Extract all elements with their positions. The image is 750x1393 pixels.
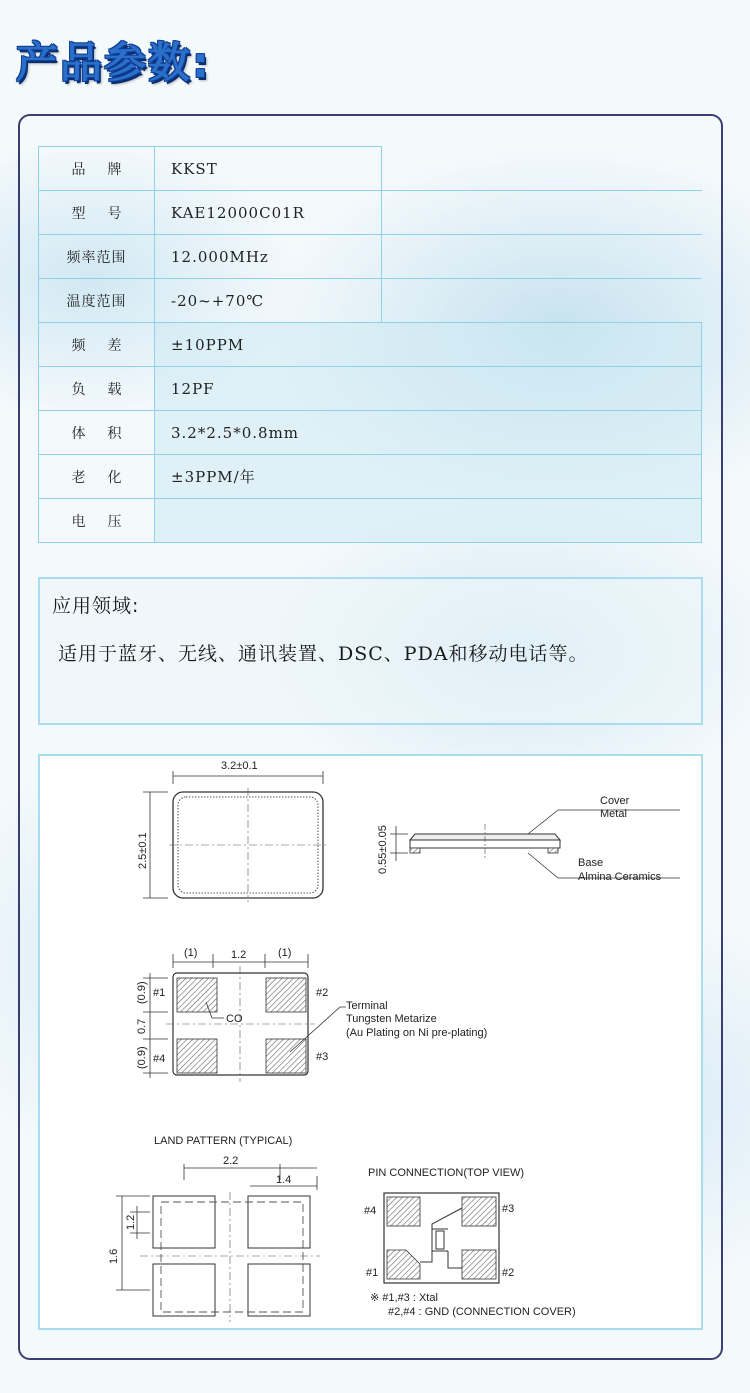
pin-label-4: #4 <box>153 1053 166 1065</box>
label-terminal: Terminal <box>346 1000 388 1012</box>
dim-pad-pitch: 1.2 <box>231 949 247 961</box>
table-row <box>39 147 702 191</box>
spec-value: KKST <box>155 147 382 191</box>
label-metal: Metal <box>600 808 627 820</box>
pin-note-1: ※ #1,#3 : Xtal <box>370 1292 438 1304</box>
label-cover: Cover <box>600 795 630 807</box>
pin-conn-1: #1 <box>366 1267 379 1279</box>
dim-height: 2.5±0.1 <box>137 832 149 869</box>
spec-value: KAE12000C01R <box>155 191 382 235</box>
pin-conn-2: #2 <box>502 1267 515 1279</box>
dimension-drawing <box>38 754 703 1330</box>
side-view <box>377 795 680 883</box>
spec-label: 电压 <box>39 499 155 543</box>
dim-pad-gap-left: (1) <box>184 947 198 959</box>
pin-label-2: #2 <box>316 987 329 999</box>
table-row <box>39 279 702 323</box>
application-text: 适用于蓝牙、无线、通讯装置、DSC、PDA和移动电话等。 <box>58 643 589 665</box>
pin-note-2: #2,#4 : GND (CONNECTION COVER) <box>388 1306 576 1318</box>
application-title: 应用领域: <box>52 595 140 617</box>
dim-pad-space: 0.7 <box>136 1018 148 1034</box>
dim-land-pitch-v: 1.6 <box>108 1248 120 1264</box>
spec-label: 温度范围 <box>39 279 155 323</box>
dim-pad-height-top: (0.9) <box>136 981 148 1004</box>
spec-value: 12PF <box>155 367 702 411</box>
label-tungsten: Tungsten Metarize <box>346 1013 437 1025</box>
table-row <box>39 455 702 499</box>
spec-value: ±10PPM <box>155 323 702 367</box>
land-pattern <box>108 1135 320 1322</box>
top-view <box>137 760 327 902</box>
drawing-svg <box>40 756 701 1328</box>
application-box <box>38 577 703 725</box>
spec-label: 频率范围 <box>39 235 155 279</box>
label-base: Base <box>578 857 604 869</box>
spec-label: 频差 <box>39 323 155 367</box>
spec-label: 型号 <box>39 191 155 235</box>
dim-thickness: 0.55±0.05 <box>377 825 389 874</box>
pin-label-3: #3 <box>316 1051 329 1063</box>
pin-conn-3: #3 <box>502 1203 515 1215</box>
table-row <box>39 191 702 235</box>
table-row <box>39 499 702 543</box>
spec-value <box>155 499 702 543</box>
label-ceramics: Almina Ceramics <box>578 871 662 883</box>
table-row <box>39 235 702 279</box>
table-row <box>39 367 702 411</box>
dim-pad-height-bottom: (0.9) <box>136 1046 148 1069</box>
pin-connection <box>364 1167 576 1318</box>
pin-label-1: #1 <box>153 987 166 999</box>
spec-label: 老化 <box>39 455 155 499</box>
table-row <box>39 323 702 367</box>
spec-label: 品牌 <box>39 147 155 191</box>
dim-land-pad-h: 1.2 <box>125 1214 137 1230</box>
dim-width: 3.2±0.1 <box>221 760 258 772</box>
label-co: CO <box>226 1013 243 1025</box>
bottom-view <box>136 947 487 1082</box>
dim-land-pitch: 1.4 <box>276 1174 292 1186</box>
dim-land-width: 2.2 <box>223 1155 239 1167</box>
dim-pad-gap-right: (1) <box>278 947 292 959</box>
spec-label: 体积 <box>39 411 155 455</box>
spec-table <box>38 146 702 543</box>
spec-label: 负载 <box>39 367 155 411</box>
spec-value: ±3PPM/年 <box>155 455 702 499</box>
spec-value: 3.2*2.5*0.8mm <box>155 411 702 455</box>
table-row <box>39 411 702 455</box>
label-plating: (Au Plating on Ni pre-plating) <box>346 1027 488 1039</box>
spec-value: 12.000MHz <box>155 235 382 279</box>
page-title: 产品参数: <box>16 38 211 87</box>
pin-conn-4: #4 <box>364 1205 377 1217</box>
spec-value: -20~+70℃ <box>155 279 382 323</box>
land-pattern-title: LAND PATTERN (TYPICAL) <box>154 1135 293 1147</box>
pin-connection-title: PIN CONNECTION(TOP VIEW) <box>368 1167 525 1179</box>
